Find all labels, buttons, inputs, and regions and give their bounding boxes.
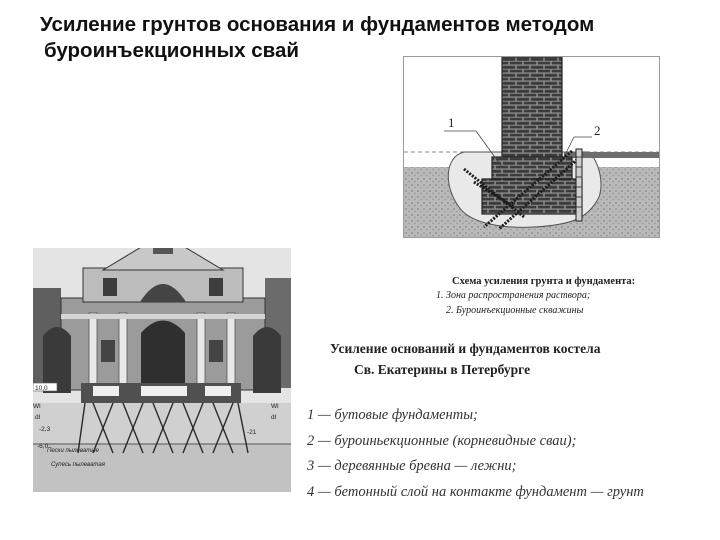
level-label-3: -6,0 [37,443,49,450]
level-label-2: -2,3 [39,426,51,433]
level-label-4: -21 [247,429,257,436]
foundation-scheme-figure [403,56,660,238]
scheme-caption-title: Схема усиления грунта и фундамента: [452,276,636,287]
church-photo [33,248,291,492]
church-illustration [33,248,291,492]
soil-label-1: Пески пылеватые [47,448,99,454]
church-title [330,338,600,380]
side-label-wl-right: Wl [271,403,279,410]
level-label-1: 10,0 [35,385,48,392]
slide-title-line-2: буроинъекционных свай [44,39,299,62]
scheme-label-1: 1 [448,115,455,130]
scheme-label-2: 2 [594,123,601,138]
side-label-dl-right: dl [271,414,277,421]
side-label-dl-left: dl [35,414,41,421]
legend-item-4: 4 — бетонный слой на контакте фундамент — грунт [307,483,644,500]
slide-title-line-1: Усиление грунтов основания и фундаментов методом [40,13,595,36]
church-title-line-1: Усиление оснований и фундаментов костела [330,341,601,356]
side-label-wl-left: Wl [33,403,41,410]
legend-item-2: 2 — буроиньекционные (корневидные сваи); [307,432,577,449]
legend-item-1: 1 — бутовые фундаменты; [307,407,478,423]
scheme-caption-item-2: 2. Буроинъекционные скважины [446,305,584,316]
foundation-scheme-drawing [404,57,659,237]
legend-list [307,403,644,505]
church-title-line-2: Св. Екатерины в Петербурге [354,362,531,377]
scheme-caption-item-1: 1. Зона распространения раствора; [436,290,591,301]
soil-label-2: Супесь пылеватая [51,462,105,468]
legend-item-3: 3 — деревянные бревна — лежни; [307,458,517,474]
